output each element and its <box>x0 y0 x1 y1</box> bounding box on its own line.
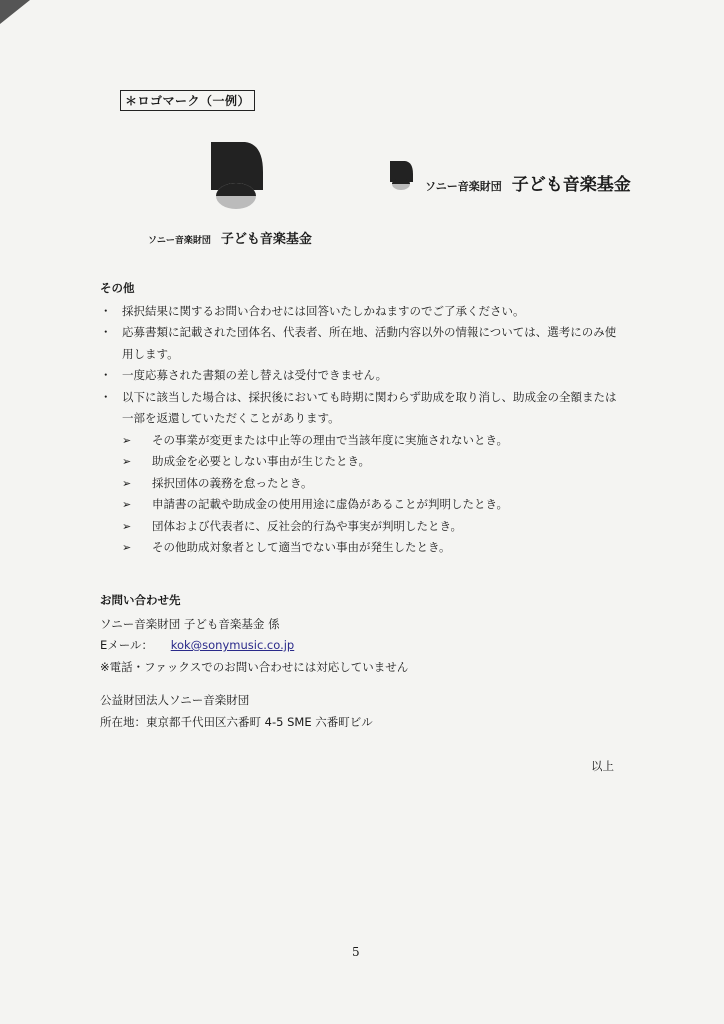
logo-org-name: ソニー音楽財団 <box>148 236 211 246</box>
sub-list-item <box>100 516 620 538</box>
sub-list-item <box>100 537 620 559</box>
email-label: Eメール： <box>100 638 154 652</box>
sub-item-text: その事業が変更または中止等の理由で当該年度に実施されないとき。 <box>152 432 509 447</box>
list-item <box>100 301 620 323</box>
bullet-mark: ・ <box>100 389 112 404</box>
logo-org-name: ソニー音楽財団 <box>425 180 502 193</box>
fund-logo-mark-small <box>388 160 414 192</box>
sub-item-text: 助成金を必要としない事由が生じたとき。 <box>152 454 371 468</box>
scan-corner-mark <box>0 0 30 30</box>
arrow-bullet-icon: ➢ <box>122 498 132 511</box>
bullet-text: 応募書類に記載された団体名、代表者、所在地、活動内容以外の情報については、選考にのみ使用します。 <box>122 325 617 361</box>
sub-list-item <box>100 430 620 452</box>
contact-section <box>100 590 620 733</box>
contact-department: ソニー音楽財団 子ども音楽基金 係 <box>100 616 280 631</box>
fund-logo-mark-large <box>205 140 267 214</box>
sub-list-item <box>100 451 620 473</box>
sub-list-item <box>100 494 620 516</box>
email-row <box>100 635 620 657</box>
logo-example-label: ＊ロゴマーク（一例） <box>120 90 255 111</box>
logo-fund-name: 子ども音楽基金 <box>511 175 631 195</box>
arrow-bullet-icon: ➢ <box>122 455 132 468</box>
arrow-bullet-icon: ➢ <box>122 519 132 533</box>
logo-caption-right <box>425 170 631 195</box>
arrow-bullet-icon: ➢ <box>122 433 132 447</box>
sub-item-text: その他助成対象者として適当でない事由が発生したとき。 <box>152 540 451 554</box>
sub-item-text: 団体および代表者に、反社会的行為や事実が判明したとき。 <box>152 518 463 533</box>
list-item <box>100 387 620 430</box>
list-item <box>100 322 620 365</box>
page-number: 5 <box>352 945 360 959</box>
other-heading: その他 <box>100 281 135 295</box>
bullet-text: 以下に該当した場合は、採択後においても時期に関わらず助成を取り消し、助成金の全額または一部を返還していただくことがあります。 <box>122 389 617 425</box>
sub-item-text: 申請書の記載や助成金の使用用途に虚偽があることが判明したとき。 <box>152 497 509 511</box>
sub-item-text: 採択団体の義務を怠ったとき。 <box>152 475 313 490</box>
bullet-text: 採択結果に関するお問い合わせには回答いたしかねますのでご了承ください。 <box>122 303 525 318</box>
foundation-name: 公益財団法人ソニー音楽財団 <box>100 693 250 707</box>
email-link[interactable]: kok@sonymusic.co.jp <box>170 638 295 652</box>
logo-fund-name: 子ども音楽基金 <box>220 232 312 247</box>
bullet-mark: ・ <box>100 303 112 318</box>
bullet-mark: ・ <box>100 368 112 382</box>
list-item <box>100 365 620 387</box>
other-section <box>100 278 620 559</box>
contact-note: ※電話・ファックスでのお問い合わせには対応していません <box>100 659 409 674</box>
sub-list-item <box>100 473 620 495</box>
bullet-mark: ・ <box>100 325 112 339</box>
arrow-bullet-icon: ➢ <box>122 541 132 554</box>
closing-mark: 以上 <box>591 759 614 773</box>
arrow-bullet-icon: ➢ <box>122 476 132 490</box>
bullet-text: 一度応募された書類の差し替えは受付できません。 <box>122 368 388 382</box>
logo-caption-left <box>148 228 312 247</box>
contact-heading: お問い合わせ先 <box>100 593 181 607</box>
foundation-address: 所在地：東京都千代田区六番町 4-5 SME 六番町ビル <box>100 714 373 729</box>
